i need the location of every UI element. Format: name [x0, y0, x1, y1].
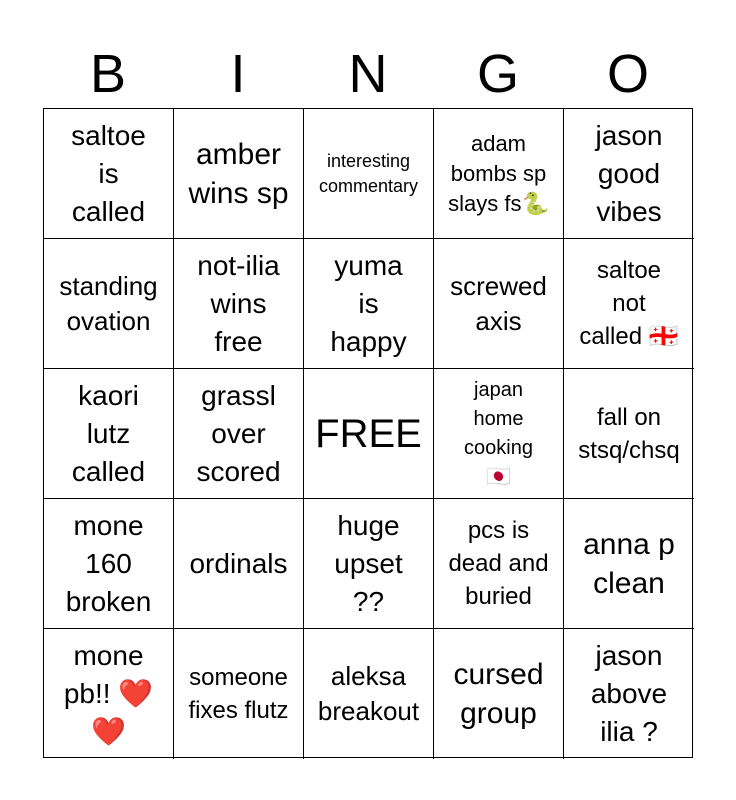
- bingo-cell[interactable]: adam bombs sp slays fs🐍: [434, 109, 564, 239]
- header-letter-i: I: [230, 44, 246, 104]
- bingo-cell[interactable]: aleksa breakout: [304, 629, 434, 759]
- bingo-cell[interactable]: grassl over scored: [174, 369, 304, 499]
- bingo-cell[interactable]: someone fixes flutz: [174, 629, 304, 759]
- bingo-cell[interactable]: saltoe is called: [44, 109, 174, 239]
- bingo-cell[interactable]: fall on stsq/chsq: [564, 369, 694, 499]
- bingo-cell[interactable]: mone pb!! ❤️ ❤️: [44, 629, 174, 759]
- bingo-cell[interactable]: amber wins sp: [174, 109, 304, 239]
- header-letter-g: G: [476, 44, 519, 104]
- bingo-cell[interactable]: yuma is happy: [304, 239, 434, 369]
- bingo-cell[interactable]: cursed group: [434, 629, 564, 759]
- bingo-cell[interactable]: jason above ilia ?: [590, 640, 668, 747]
- bingo-cell[interactable]: not-ilia wins free: [174, 239, 304, 369]
- bingo-header: [43, 40, 693, 108]
- header-letter-b: B: [89, 44, 127, 104]
- bingo-cell[interactable]: ordinals: [174, 499, 304, 629]
- bingo-free-cell[interactable]: FREE: [304, 369, 434, 499]
- header-letter-o: O: [606, 44, 649, 104]
- bingo-cell[interactable]: huge upset ??: [304, 499, 434, 629]
- bingo-cell[interactable]: japan home cooking 🇯🇵: [434, 369, 564, 499]
- bingo-cell[interactable]: saltoe not called 🇬🇪: [564, 239, 694, 369]
- bingo-cell[interactable]: jason good vibes: [564, 109, 694, 239]
- bingo-card: [43, 108, 693, 758]
- bingo-cell[interactable]: anna p clean: [564, 499, 694, 629]
- bingo-cell[interactable]: mone 160 broken: [44, 499, 174, 629]
- header-letter-n: N: [348, 44, 388, 104]
- bingo-cell[interactable]: kaori lutz called: [44, 369, 174, 499]
- bingo-cell[interactable]: interesting commentary: [304, 109, 434, 239]
- bingo-cell[interactable]: screwed axis: [434, 239, 564, 369]
- bingo-cell[interactable]: pcs is dead and buried: [434, 499, 564, 629]
- bingo-cell[interactable]: standing ovation: [44, 239, 174, 369]
